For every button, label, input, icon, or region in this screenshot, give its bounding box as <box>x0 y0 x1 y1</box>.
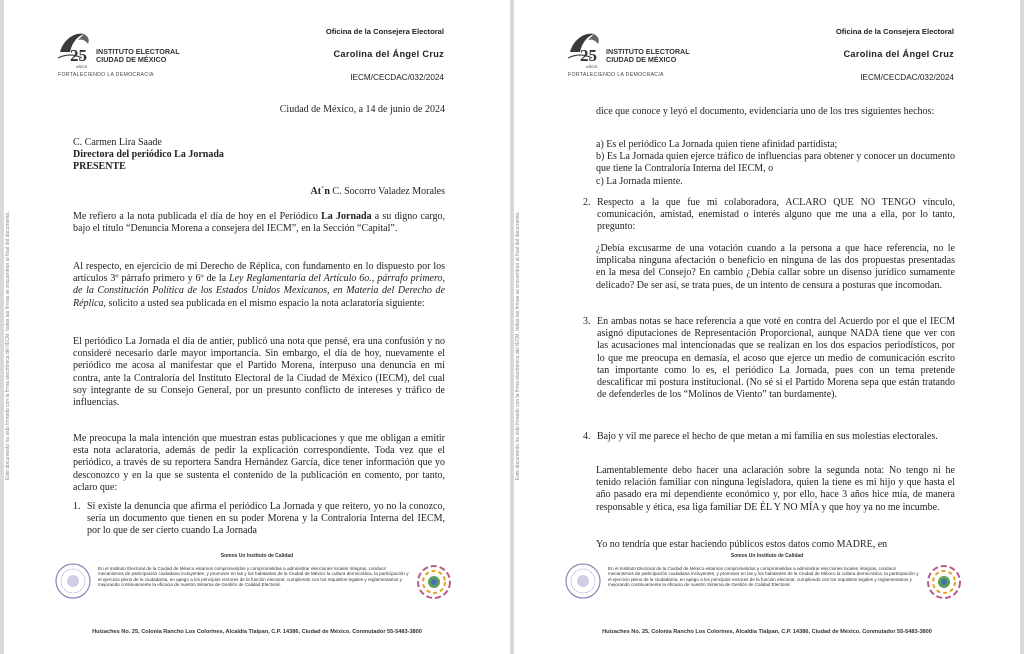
letter-page-2 <box>514 0 1020 654</box>
logo-anniversary-word: AÑOS <box>586 64 598 69</box>
logo-tagline: FORTALECIENDO LA DEMOCRACIA <box>568 72 664 78</box>
footer-address: Huizaches No. 25, Colonia Rancho Los Colorines, Alcaldía Tlalpan, C.P. 14386, Ciudad de México. Conmutador 55-5483-3800 <box>602 629 932 635</box>
recipient-name: C. Carmen Lira Saade <box>73 137 162 148</box>
quality-wheel-icon <box>416 564 452 600</box>
paragraph-1: Me refiero a la nota publicada el día de hoy en el Periódico La Jornada a su digno cargo, bajo el título “Denuncia Morena a consejera del IECM”, en la Sección “Capital”. <box>73 211 446 235</box>
e-signature-side-note: Este documento ha sido firmado con la firma electrónica del IECM, todas las firmas se encuentran al final del documento. <box>515 211 521 480</box>
attention-name: C. Socorro Valadez Morales <box>332 186 445 197</box>
list-item-2: 2. Respecto a la que fue mi colaboradora, ACLARO QUE NO TENGO vínculo, comunicación, amistad, enemistad o interés alguno que me una a ella, por lo tanto, pregunto: <box>583 197 955 233</box>
logo-tagline: FORTALECIENDO LA DEMOCRACIA <box>58 72 154 78</box>
quality-seal-icon <box>54 562 92 600</box>
list-item-3: 3. En ambas notas se hace referencia a que voté en contra del Acuerdo por el que el IECM asignó diputaciones de Representación Proporcional, aunque NADA tiene que ver con las acusaciones mal intencionadas que se realizan en los dos espacios periodísticos, por lo que me preocupa en demasía, el acoso que ejerce un medio de comunicación escrito tan importante como lo es, el periódico La Jornada, pues con un tema pretende descalificar mi postura institucional. (No sé si el Partido Morena sepa que están tratando de defenderles de los “Molinos de Viento” tan burdamente). <box>583 316 955 401</box>
fact-a: a) Es el periódico La Jornada quien tiene afinidad partidista; <box>596 139 838 150</box>
logo-institute-name: INSTITUTO ELECTORAL CIUDAD DE MÉXICO <box>96 47 180 64</box>
iecm-logo <box>564 28 714 80</box>
svg-text:25: 25 <box>70 46 87 65</box>
logo-anniversary-word: AÑOS <box>76 64 88 69</box>
paragraph-3: El periódico La Jornada el día de antier, publicó una nota que pensé, era una confusión y no consideré necesario darle mayor importancia. Sin embargo, el día de hoy, nuevamente el periódico me acosa al manifestar que el Partido Morena, interpuso una denuncia en mi contra, ante la Contraloría del Instituto Electoral de la Ciudad de México (IECM), del cual soy integrante de su Consejo General, por un presunto conflicto de intereses y tráfico de influencias. <box>73 336 445 409</box>
paragraph-2: Al respecto, en ejercicio de mi Derecho de Réplica, con fundamento en lo dispuesto por los artículos 3º párrafo primero y 6º de la Ley Reglamentaria del Artículo 6o., párrafo primero, de la Constitución Política de los Estados Unidos Mexicanos, en Materia del Derecho de Réplica, solicito a usted sea publicada en el mismo espacio la nota aclaratoria siguiente: <box>73 261 446 309</box>
list-item-1: 1. Si existe la denuncia que afirma el periódico La Jornada y que reitero, yo no la conozco, sería un documento que tienen en su poder Morena y la Contraloría Interna del IECM, por lo que de ser cierto cuando La Jornada <box>73 501 445 537</box>
quality-wheel-icon <box>926 564 962 600</box>
iecm-logo <box>54 28 204 80</box>
reference-number: IECM/CECDAC/032/2024 <box>350 73 444 82</box>
svg-text:25: 25 <box>580 46 597 65</box>
fact-b: b) Es La Jornada quien ejerce tráfico de influencias para obtener y conocer un documento que tiene la Contraloría Interna del IECM, o <box>596 151 955 175</box>
logo-institute-name: INSTITUTO ELECTORAL CIUDAD DE MÉXICO <box>606 47 690 64</box>
item-2-question: ¿Debía excusarme de una votación cuando a la persona a que hace referencia, no le implicaba ninguna afectación o beneficio en ninguna de las dos propuestas presentadas en la mesa del Consejo? En cambio ¿Debía callar sobre un disenso jurídico sumamente delicado? De ser así, se trata pues, de un intento de censura a posturas que incomodan. <box>596 243 955 291</box>
item-4-paragraph: Lamentablemente debo hacer una aclaración sobre la segunda nota: No tengo ni he tenido relación familiar con ninguna legisladora, quien la tiene es mi hijo y que hasta el año pasado era mi dependiente económico y, por ello, hace 3 años hice mía, de manera responsable y ética, esa liga familiar DE ÉL Y NO MÍA y que hoy ya no me incumbe. <box>596 465 955 513</box>
recipient-title: Directora del periódico La Jornada <box>73 149 224 161</box>
office-title: Oficina de la Consejera Electoral <box>835 27 954 36</box>
recipient-present: PRESENTE <box>73 161 126 173</box>
footer-quality-text: En el Instituto Electoral de la Ciudad de México estamos comprometidos y comprometidas a administrar elecciones locales íntegras, conducir mecanismos de participación ciudadana incluyentes, y promover en las y los habitantes de la Ciudad de México la cultura democrática, la participación y el ejercicio pleno de la ciudadanía, en apego a los principios rectores de la función electoral, cumpliendo con los requisitos legales y reglamentarios y mejorando continuamente la eficacia de nuestro Sistema de Gestión de Calidad Electoral. <box>98 566 409 588</box>
e-signature-side-note: Este documento ha sido firmado con la firma electrónica del IECM, todas las firmas se encuentran al final del documento. <box>5 211 11 480</box>
reference-number: IECM/CECDAC/032/2024 <box>860 73 954 82</box>
councillor-name: Carolina del Ángel Cruz <box>333 49 444 59</box>
letter-date: Ciudad de México, a 14 de junio de 2024 <box>279 104 445 115</box>
councillor-name: Carolina del Ángel Cruz <box>843 49 954 59</box>
footer-quality-title: Somos Un Instituto de Calidad <box>730 553 804 559</box>
facts-list <box>583 139 955 188</box>
footer-quality-title: Somos Un Instituto de Calidad <box>220 553 294 559</box>
attention-line <box>73 186 445 198</box>
footer-address: Huizaches No. 25, Colonia Rancho Los Colorines, Alcaldía Tlalpan, C.P. 14386, Ciudad de México. Conmutador 55-5483-3800 <box>92 629 422 635</box>
list-item-4: 4. Bajo y vil me parece el hecho de que metan a mi familia en sus molestias electorales. <box>583 431 938 442</box>
paragraph-4: Me preocupa la mala intención que muestran estas publicaciones y que me obligan a emitir esta nota aclaratoria, además de pedir la explicación correspondiente. Toda vez que el periódico, a través de su reportera Sandra Hernández García, dice tener información que yo desconozco y en la que se sustenta el contenido de la publicación en comento, por tanto, aclaro que: <box>73 433 445 493</box>
letter-page-1 <box>4 0 510 654</box>
item-1-continuation: dice que conoce y leyó el documento, evidenciaría uno de los tres siguientes hechos: <box>596 106 935 117</box>
item-4-paragraph-2: Yo no tendría que estar haciendo públicos estos datos como MADRE, en <box>596 539 888 550</box>
recipient-block <box>73 137 445 174</box>
office-title: Oficina de la Consejera Electoral <box>325 27 444 36</box>
fact-c: c) La Jornada miente. <box>596 175 683 187</box>
attention-label: At´n <box>310 186 330 197</box>
footer-quality-text: En el Instituto Electoral de la Ciudad de México estamos comprometidos y comprometidas a administrar elecciones locales íntegras, conducir mecanismos de participación ciudadana incluyentes, y promover en las y los habitantes de la Ciudad de México la cultura democrática, la participación y el ejercicio pleno de la ciudadanía, en apego a los principios rectores de la función electoral, cumpliendo con los requisitos legales y reglamentarios y mejorando continuamente la eficacia de nuestro Sistema de Gestión de Calidad Electoral. <box>608 566 919 588</box>
quality-seal-icon <box>564 562 602 600</box>
